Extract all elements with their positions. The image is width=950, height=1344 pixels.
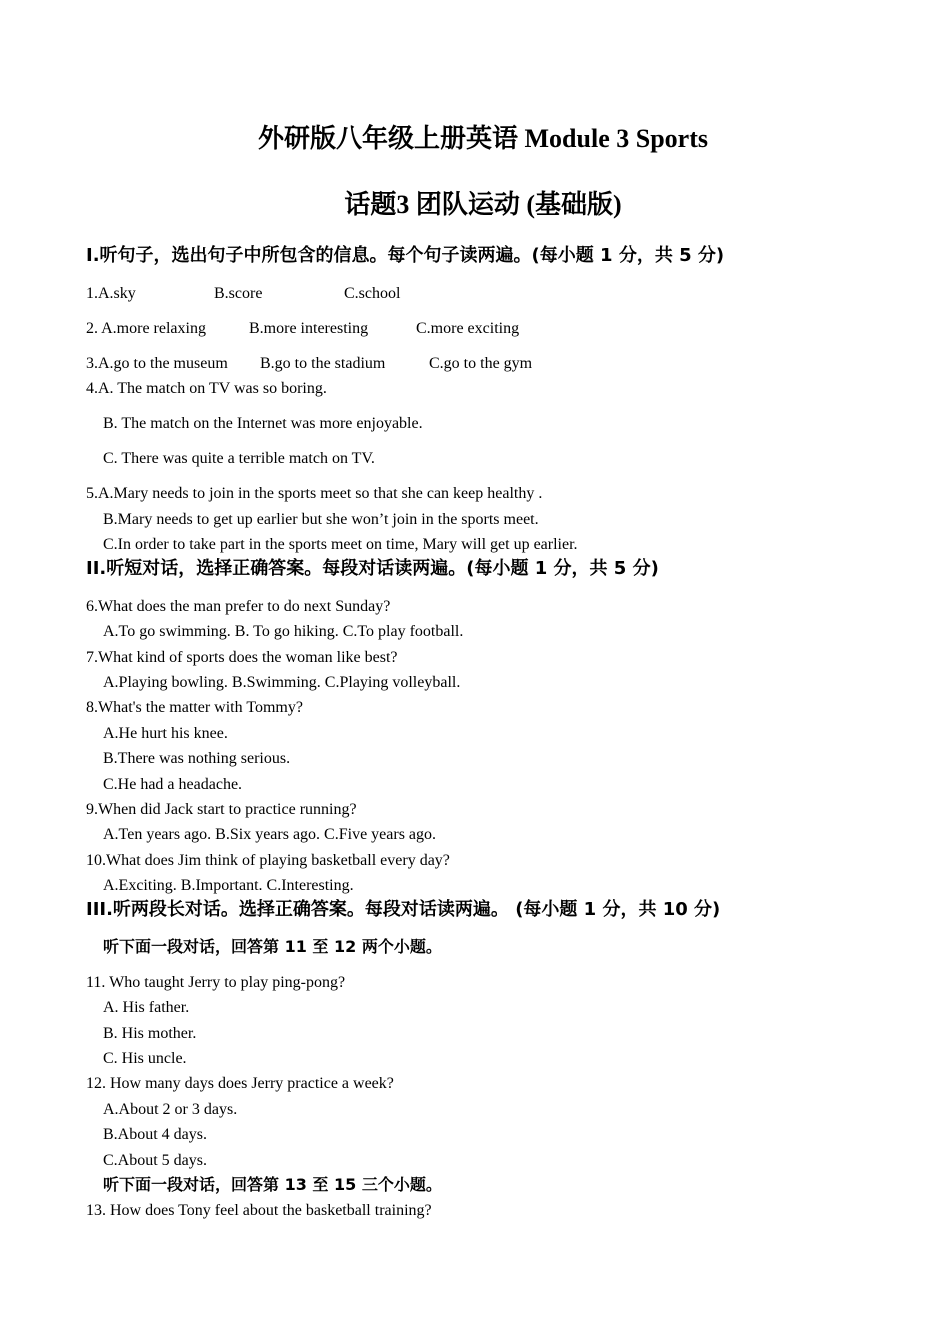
q3-option-a: 3.A.go to the museum [86, 355, 228, 372]
q7-options: A.Playing bowling. B.Swimming. C.Playing volleyball. [103, 674, 461, 691]
section-3-heading: III.听两段长对话。选择正确答案。每段对话读两遍。 (每小题 1 分，共 10 分) [86, 899, 721, 920]
q2-option-b: B.more interesting [249, 320, 369, 337]
page-title: 外研版八年级上册英语 Module 3 Sports [258, 124, 708, 153]
q6-options: A.To go swimming. B. To go hiking. C.To play football. [103, 623, 464, 640]
q3-option-b: B.go to the stadium [260, 355, 386, 372]
q11-option-c: C. His uncle. [103, 1050, 187, 1067]
q9-question: 9.When did Jack start to practice running? [86, 801, 357, 818]
q4-option-b: B. The match on the Internet was more enjoyable. [103, 415, 423, 432]
q5-option-c: C.In order to take part in the sports meet on time, Mary will get up earlier. [103, 536, 578, 553]
section-3-instruction-2: 听下面一段对话，回答第 13 至 15 三个小题。 [103, 1175, 442, 1194]
q12-option-a: A.About 2 or 3 days. [103, 1101, 238, 1118]
section-1-heading: I.听句子，选出句子中所包含的信息。每个句子读两遍。(每小题 1 分，共 5 分) [86, 245, 725, 266]
q4-option-c: C. There was quite a terrible match on TV. [103, 450, 375, 467]
q11-option-a: A. His father. [103, 999, 190, 1016]
q8-option-c: C.He had a headache. [103, 776, 243, 793]
q8-option-a: A.He hurt his knee. [103, 725, 228, 742]
q4-option-a: 4.A. The match on TV was so boring. [86, 380, 327, 397]
q7-question: 7.What kind of sports does the woman like best? [86, 649, 398, 666]
section-2-heading: II.听短对话，选择正确答案。每段对话读两遍。(每小题 1 分，共 5 分) [86, 558, 659, 579]
q11-question: 11. Who taught Jerry to play ping-pong? [86, 974, 346, 991]
q10-options: A.Exciting. B.Important. C.Interesting. [103, 877, 354, 894]
q11-option-b: B. His mother. [103, 1025, 197, 1042]
q1-option-c: C.school [344, 285, 401, 302]
q3-option-c: C.go to the gym [429, 355, 533, 372]
q10-question: 10.What does Jim think of playing basketball every day? [86, 852, 450, 869]
q5-option-a: 5.A.Mary needs to join in the sports meet so that she can keep healthy . [86, 485, 543, 502]
section-3-instruction-1: 听下面一段对话，回答第 11 至 12 两个小题。 [103, 937, 442, 956]
q9-options: A.Ten years ago. B.Six years ago. C.Five years ago. [103, 826, 437, 843]
q8-option-b: B.There was nothing serious. [103, 750, 291, 767]
q12-question: 12. How many days does Jerry practice a week? [86, 1075, 394, 1092]
q1-option-b: B.score [214, 285, 263, 302]
q6-question: 6.What does the man prefer to do next Sunday? [86, 598, 391, 615]
q12-option-b: B.About 4 days. [103, 1126, 207, 1143]
q12-option-c: C.About 5 days. [103, 1152, 207, 1169]
q2-option-a: 2. A.more relaxing [86, 320, 206, 337]
q1-option-a: 1.A.sky [86, 285, 136, 302]
q13-question: 13. How does Tony feel about the basketball training? [86, 1202, 432, 1219]
q2-option-c: C.more exciting [416, 320, 520, 337]
page-subtitle: 话题3 团队运动 (基础版) [344, 190, 622, 219]
q5-option-b: B.Mary needs to get up earlier but she won’t join in the sports meet. [103, 511, 539, 528]
q8-question: 8.What's the matter with Tommy? [86, 699, 303, 716]
